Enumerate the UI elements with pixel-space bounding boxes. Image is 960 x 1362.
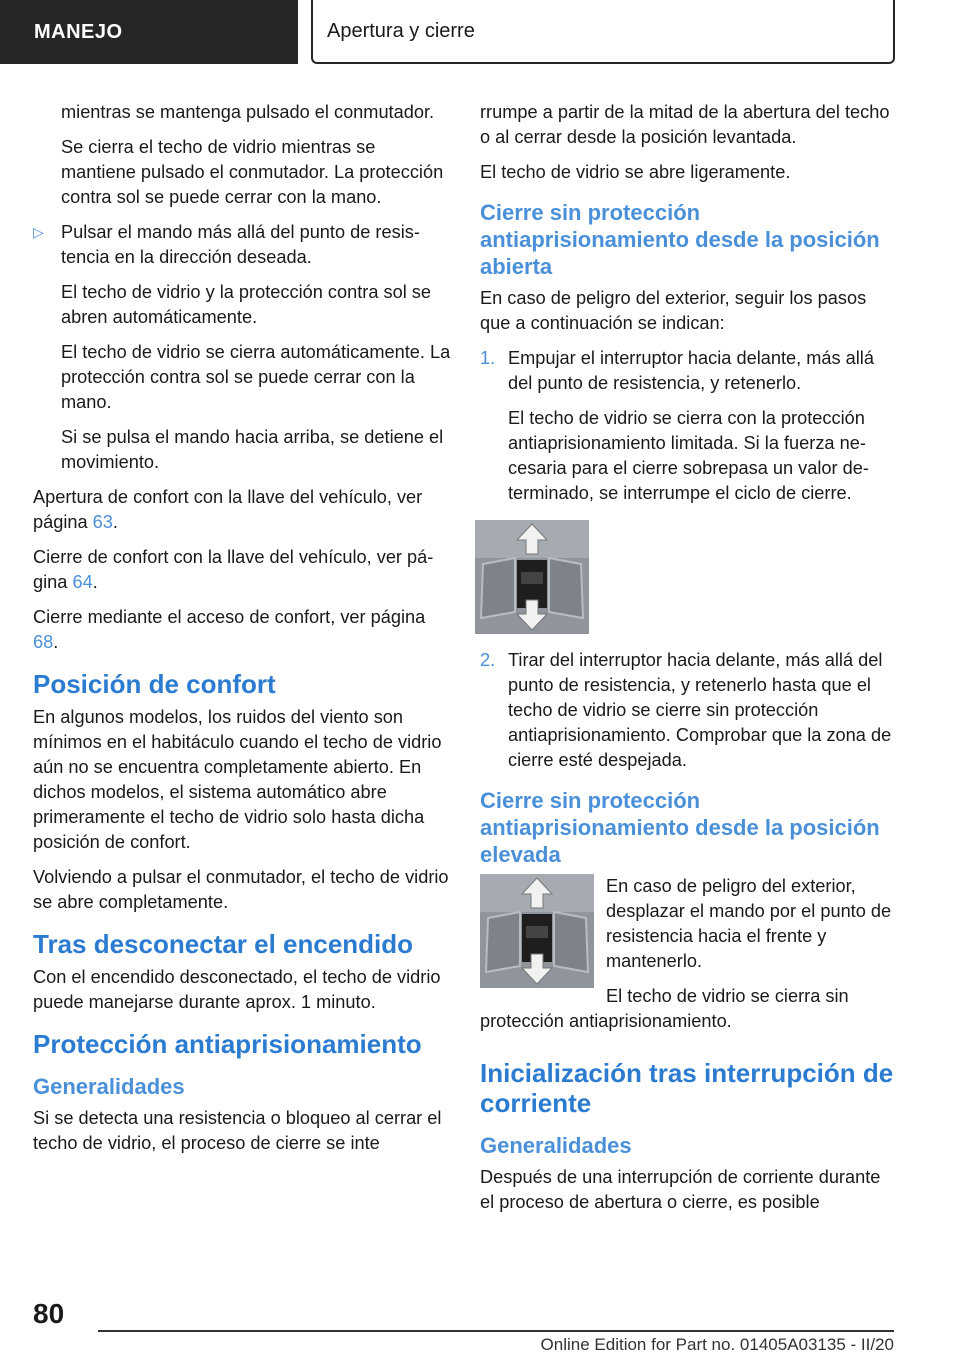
heading-proteccion: Protección antiaprisionamiento: [33, 1029, 422, 1059]
page-number: 80: [33, 1298, 65, 1329]
heading-inicializacion: Inicialización tras interrupción de corriente: [480, 1058, 894, 1118]
page-link-64[interactable]: 64: [72, 572, 93, 592]
paragraph: mientras se mantenga pulsado el conmutador.: [61, 102, 435, 122]
subheading-generalidades: Generalidades: [33, 1074, 185, 1099]
page-link-68[interactable]: 68: [33, 632, 54, 652]
paragraph: El techo de vidrio se cierra con la protección antiaprisionamiento limitada. Si la fuerza necesaria para el cierre sobrepasa un valor determinado, se interrumpe el ciclo de cierre.: [508, 408, 869, 503]
numbered-item: 1. Empujar el interruptor hacia delante, más allá del punto de resistencia, y retenerlo.: [480, 348, 874, 393]
paragraph: Con el encendido desconectado, el techo de vidrio puede manejarse durante aprox. 1 minuto.: [33, 967, 441, 1012]
heading-cierre-abierta: Cierre sin protección antiaprisionamiento desde la posición abierta: [480, 200, 880, 279]
triangle-bullet-icon: ▷: [33, 224, 44, 240]
chapter-title: Apertura y cierre: [311, 0, 895, 64]
edition-text: Online Edition for Part no. 01405A03135 - II/20: [540, 1335, 894, 1354]
paragraph: Si se detecta una resistencia o bloqueo al cerrar el techo de vidrio, el proceso de cierre se inte: [33, 1108, 442, 1153]
paragraph: En caso de peligro del exterior, seguir los pasos que a continuación se indican:: [480, 288, 867, 333]
paragraph: El techo de vidrio se cierra sin protección antiaprisionamiento.: [480, 986, 849, 1031]
paragraph: El techo de vidrio y la protección contra sol se abren automáticamente.: [61, 282, 432, 327]
cross-reference: Apertura de confort con la llave del vehículo, ver página 63.: [33, 487, 423, 532]
subheading-generalidades: Generalidades: [480, 1133, 632, 1158]
heading-cierre-elevada: Cierre sin protección antiaprisionamiento desde la posición elevada: [480, 788, 880, 867]
heading-posicion-confort: Posición de confort: [33, 669, 276, 699]
elevada-block: [480, 874, 898, 1044]
paragraph: El techo de vidrio se cierra automáticamente. La protección contra sol se puede cerrar con la mano.: [61, 342, 451, 412]
footer-divider: [98, 1330, 894, 1332]
paragraph: Después de una interrupción de corriente durante el proceso de abertura o cierre, es posible: [480, 1167, 881, 1212]
left-column: [33, 100, 451, 1166]
heading-tras-desconectar: Tras desconectar el encendido: [33, 929, 414, 959]
paragraph: El techo de vidrio se abre ligeramente.: [480, 162, 791, 182]
paragraph: rrumpe a partir de la mitad de la abertura del techo o al cerrar desde la posición levantada.: [480, 102, 890, 147]
roof-switch-illustration: [475, 520, 589, 634]
paragraph: En caso de peligro del exterior, desplazar el mando por el punto de resistencia hacia el frente y mantenerlo.: [606, 876, 892, 971]
section-tab: MANEJO: [0, 0, 298, 64]
paragraph: Si se pulsa el mando hacia arriba, se detiene el movimiento.: [61, 427, 444, 472]
numbered-item: 2. Tirar del interruptor hacia delante, más allá del punto de resistencia, y retenerlo hasta que el techo de vidrio se cierre sin protección antiaprisionamiento. Comprobar que la zona de cierre esté despejada.: [480, 650, 892, 770]
roof-switch-illustration: [480, 874, 594, 988]
paragraph: En algunos modelos, los ruidos del viento son mínimos en el habitáculo cuando el techo de vidrio aún no se encuentra completamente abierto. En dichos modelos, el sistema automático abre primeramente el techo de vidrio solo hasta dicha posición de confort.: [33, 707, 442, 852]
paragraph: Volviendo a pulsar el conmutador, el techo de vidrio se abre completamente.: [33, 867, 449, 912]
bullet-item: ▷ Pulsar el mando más allá del punto de resistencia en la dirección deseada.: [33, 222, 420, 267]
right-column: [480, 100, 898, 1225]
paragraph: Se cierra el techo de vidrio mientras se mantiene pulsado el conmutador. La protección contra sol se puede cerrar con la mano.: [61, 137, 444, 207]
cross-reference: Cierre de confort con la llave del vehículo, ver página 64.: [33, 547, 434, 592]
cross-reference: Cierre mediante el acceso de confort, ver página 68.: [33, 607, 426, 652]
page-link-63[interactable]: 63: [92, 512, 113, 532]
